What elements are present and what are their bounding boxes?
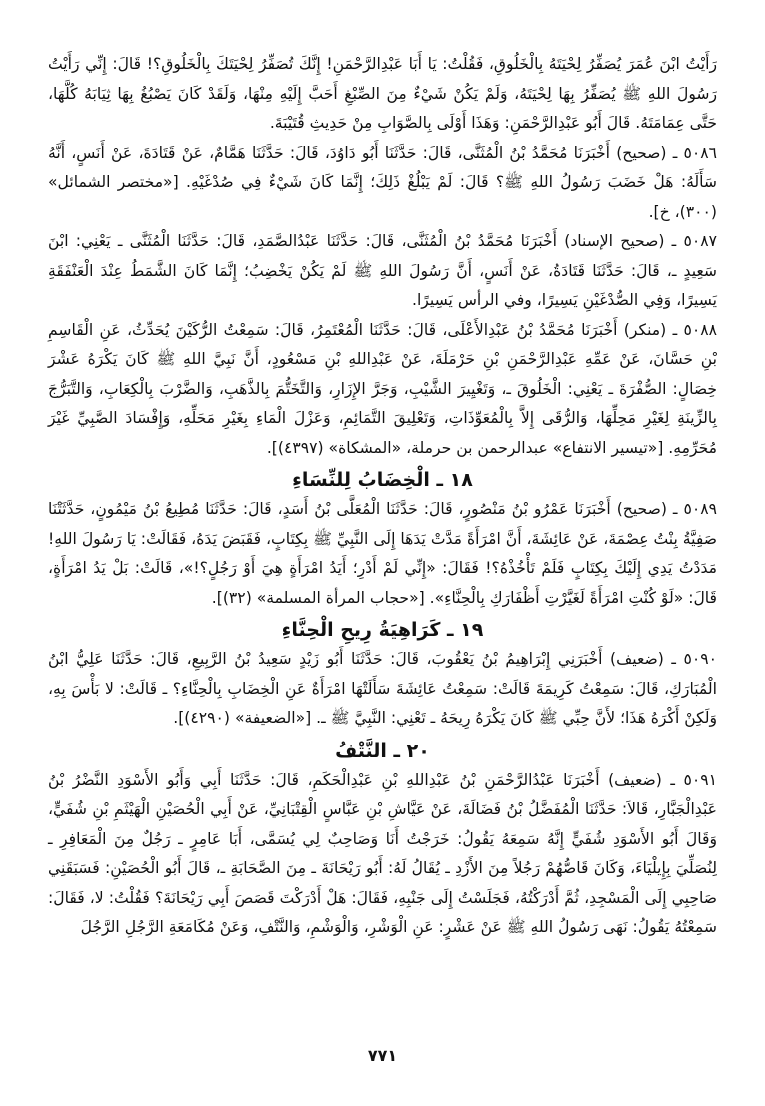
hadith-5091: ٥٠٩١ ـ (ضعيف) أَخْبَرَنَا عَبْدُالرَّحْمَنِ بْنُ عَبْدِاللهِ بْنِ عَبْدِالْحَكَمِ، قَالَ: حَدَّثَنَا أَبِي وَأَبُو الأَسْوَدِ النَّضْرُ بْنُ عَبْدِالْجَبَّارِ، قَالاَ: حَدَّثَنَا الْمُفَضَّلُ بْنُ فَضَالَةَ، عَنْ عَيَّاشِ بْنِ عَبَّاسٍ الْقِتْبَانِيِّ، عَنْ أَبِي الْحُصَيْنِ الْهَيْثَمِ بْنِ شُفَيٍّ، وَقَالَ أَبُو الأَسْوَدِ شُفَيٍّ إِنَّهُ سَمِعَهُ يَقُولُ: خَرَجْتُ أَنَا وَصَاحِبٌ لِي يُسَمَّى، أَبَا عَامِرٍ ـ رَجُلٌ مِنَ الْمَعَافِرِ ـ لِنُصَلِّيَ بِإِيلْيَاءَ، وَكَانَ قَاصُّهُمْ رَجُلاً مِنَ الأَزْدِ ـ يُقَالُ لَهُ: أَبُو رَيْحَانَةَ ـ مِنَ الصَّحَابَةِ ـ، قَالَ أَبُو الْحُصَيْنِ: فَسَبَقَنِي صَاحِبِي إِلَى الْمَسْجِدِ، ثُمَّ أَدْرَكْتُهُ، فَجَلَسْتُ إِلَى جَنْبِهِ، فَقَالَ: هَلْ أَدْرَكْتَ قَصَصَ أَبِي رَيْحَانَةَ؟ فَقُلْتُ: لا، فَقَالَ: سَمِعْتُهُ يَقُولُ: نَهَى رَسُولُ اللهِ ﷺ عَنْ عَشْرٍ: عَنِ الْوَشْرِ، وَالْوَشْمِ، وَالنَّتْفِ، وَعَنْ مُكَامَعَةِ الرَّجُلِ الرَّجُلَ <box>48 770 717 936</box>
hadith-5087: ٥٠٨٧ ـ (صحيح الإسناد) أَخْبَرَنَا مُحَمَّدُ بْنُ الْمُثَنَّى، قَالَ: حَدَّثَنَا عَبْدُالصَّمَدِ، قَالَ: حَدَّثَنَا الْمُثَنَّى ـ يَعْنِي: ابْنَ سَعِيدٍ ـ، قَالَ: حَدَّثَنَا قَتَادَةُ، عَنْ أَنَسٍ، أَنَّ رَسُولَ اللهِ ﷺ لَمْ يَكُنْ يَخْضِبُ؛ إِنَّمَا كَانَ الشَّمَطُ عِنْدَ الْعَنْفَقَةِ يَسِيرًا، وَفِي الصُّدْغَيْنِ يَسِيرًا، وفي الرأس يَسِيرًا. <box>48 232 717 309</box>
chapter-heading-19: ١٩ ـ كَرَاهِيَةُ رِيحِ الْحِنَّاءِ <box>281 619 484 641</box>
paragraph-continuation: رَأَيْتُ ابْنَ عُمَرَ يُصَفِّرُ لِحْيَتَهُ بِالْخَلُوقِ، فَقُلْتُ: يَا أَبَا عَبْدِالرَّحْمَنِ! إِنَّكَ تُصَفِّرُ لِحْيَتَكَ بِالْخَلُوقِ؟! قَالَ: إِنِّي رَأَيْتُ رَسُولَ اللهِ ﷺ يُصَفِّرُ بِهَا لِحْيَتَهُ، وَلَمْ يَكُنْ شَيْءٌ مِنَ الصِّبْغِ أَحَبَّ إِلَيْهِ مِنْهَا، وَلَقَدْ كَانَ يَصْبُغُ بِهَا ثِيَابَهُ كُلَّهَا، حَتَّى عِمَامَتَهُ. قَالَ أَبُو عَبْدِالرَّحْمَنِ: وَهَذَا أَوْلَى بِالصَّوَابِ مِنْ حَدِيثِ قُتَيْبَةَ. <box>48 55 717 132</box>
hadith-5088: ٥٠٨٨ ـ (منكر) أَخْبَرَنَا مُحَمَّدُ بْنُ عَبْدِالأَعْلَى، قَالَ: حَدَّثَنَا الْمُعْتَمِرُ، قَالَ: سَمِعْتُ الرُّكَيْنَ يُحَدِّثُ، عَنِ الْقَاسِمِ بْنِ حَسَّانَ، عَنْ عَمِّهِ عَبْدِالرَّحْمَنِ بْنِ حَرْمَلَةَ، عَنْ عَبْدِاللهِ بْنِ مَسْعُودٍ، أَنَّ نَبِيَّ اللهِ ﷺ كَانَ يَكْرَهُ عَشْرَ خِصَالٍ: الصُّفْرَةَ ـ يَعْنِي: الْخَلُوقَ ـ، وَتَغْيِيرَ الشَّيْبِ، وَجَرَّ الإِزَارِ، وَالتَّخَتُّمَ بِالذَّهَبِ، وَالضَّرْبَ بِالْكِعَابِ، وَالتَّبَرُّجَ بِالزِّينَةِ لِغَيْرِ مَحِلِّهَا، وَالرُّقَى إِلاَّ بِالْمُعَوِّذَاتِ، وَتَعْلِيقَ التَّمَائِمِ، وَعَزْلَ الْمَاءِ بِغَيْرِ مَحَلِّهِ، وَإِفْسَادَ الصَّبِيِّ غَيْرَ مُحَرِّمِهِ. [«تيسير الانتفاع» عبدالرحمن بن حرملة، «المشكاة» (٤٣٩٧)]. <box>48 320 717 457</box>
hadith-5090: ٥٠٩٠ ـ (ضعيف) أَخْبَرَنِي إِبْرَاهِيمُ بْنُ يَعْقُوبَ، قَالَ: حَدَّثَنَا أَبُو زَيْدٍ سَعِيدُ بْنُ الرَّبِيعِ، قَالَ: حَدَّثَنَا عَلِيُّ ابْنُ الْمُبَارَكِ، قَالَ: سَمِعْتُ كَرِيمَةَ قَالَتْ: سَمِعْتُ عَائِشَةَ سَأَلَتْهَا امْرَأَةٌ عَنِ الْخِضَابِ بِالْحِنَّاءِ؟ ـ قَالَتْ: لا بَأْسَ بِهِ، وَلَكِنْ أَكْرَهُ هَذَا؛ لأَنَّ حِبِّي ﷺ كَانَ يَكْرَهُ رِيحَهُ ـ تَعْنِي: النَّبِيَّ ﷺ ـ. [«الضعيفة» (٤٢٩٠)]. <box>48 650 717 727</box>
page-content <box>48 50 717 943</box>
chapter-heading-20: ٢٠ ـ النَّتْفُ <box>335 739 430 762</box>
chapter-heading-18: ١٨ ـ الْخِضَابُ لِلنِّسَاءِ <box>292 469 473 491</box>
page-number: ٧٧١ <box>367 1046 398 1065</box>
hadith-5086: ٥٠٨٦ ـ (صحيح) أَخْبَرَنَا مُحَمَّدُ بْنُ الْمُثَنَّى، قَالَ: حَدَّثَنَا أَبُو دَاوُدَ، قَالَ: حَدَّثَنَا هَمَّامٌ، عَنْ قَتَادَةَ، عَنْ أَنَسٍ، أَنَّهُ سَأَلَهُ: هَلْ خَضَبَ رَسُولُ اللهِ ﷺ؟ قَالَ: لَمْ يَبْلُغْ ذَلِكَ؛ إِنَّمَا كَانَ شَيْءٌ فِي صُدْغَيْهِ. [«مختصر الشمائل» (٣٠٠)، خ]. <box>48 143 717 221</box>
hadith-5089: ٥٠٨٩ ـ (صحيح) أَخْبَرَنَا عَمْرُو بْنُ مَنْصُورٍ، قَالَ: حَدَّثَنَا الْمُعَلَّى بْنُ أَسَدٍ، قَالَ: حَدَّثَنَا مُطِيعُ بْنُ مَيْمُونٍ، حَدَّثَتْنَا صَفِيَّةُ بِنْتُ عِصْمَةَ، عَنْ عَائِشَةَ، أَنَّ امْرَأَةً مَدَّتْ يَدَهَا إِلَى النَّبِيِّ ﷺ بِكِتَابٍ، فَقَبَضَ يَدَهُ، فَقَالَتْ: يَا رَسُولَ اللهِ! مَدَدْتُ يَدِي إِلَيْكَ بِكِتَابٍ فَلَمْ تَأْخُذْهُ؟! فَقَالَ: «إِنِّي لَمْ أَدْرِ؛ أَيَدُ امْرَأَةٍ هِيَ أَوْ رَجُلٍ؟!»، قَالَتْ: بَلْ يَدُ امْرَأَةٍ، قَالَ: «لَوْ كُنْتِ امْرَأَةً لَغَيَّرْتِ أَظْفَارَكِ بِالْحِنَّاءِ». [«حجاب المرأة المسلمة» (٣٢)]. <box>48 500 717 607</box>
